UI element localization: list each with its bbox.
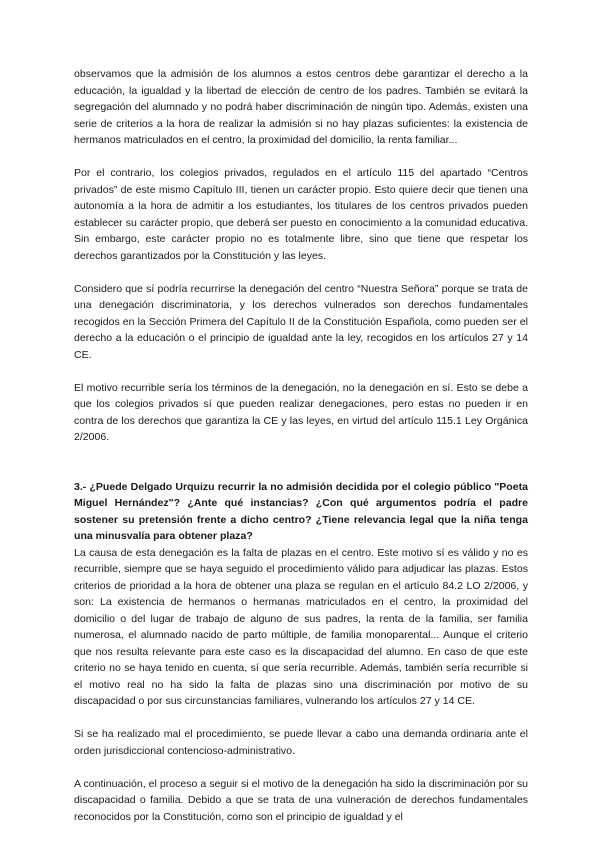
answer-paragraph-continuation: A continuación, el proceso a seguir si el motivo de la denegación ha sido la discriminación por su discapacidad o familia. Debido a que se trata de una vulneración de derechos fundamentales reconocidos por la Constitución, como son el principio de igualdad y el — [74, 777, 528, 823]
document-page — [74, 66, 528, 842]
answer-paragraph-procedure: Si se ha realizado mal el procedimiento, se puede llevar a cabo una demanda ordinaria ante el orden jurisdiccional contencioso-administrativo. — [74, 728, 528, 757]
paragraph-appeal-opinion: Considero que sí podría recurrirse la denegación del centro “Nuestra Señora” porque se trata de una denegación discriminatoria, y los derechos vulnerados son derechos fundamentales recogidos en la Sección Primera del Capítulo II de la Constitución Española, como pueden ser el derecho a la educación o el principio de igualdad ante la ley, recogidos en los artículos 27 y 14 CE. — [74, 282, 528, 361]
answer-paragraph-cause: La causa de esta denegación es la falta de plazas en el centro. Este motivo sí es válido y no es recurrible, siempre que se haya seguido el procedimiento válido para adjudicar las plazas. Estos criterios de prioridad a la hora de obtener una plaza se regulan en el artículo 84.2 LO 2/2006, y son: La existencia de hermanos o hermanas matriculados en el centro, la proximidad del domicilio o del lugar de trabajo de alguno de sus padres, la renta de la familia, ser familia numerosa, el alumnado nacido de parto múltiple, de familia monoparental... Aunque el criterio que nos resulta relevante para este caso es la discapacidad del alumno. En caso de que este criterio no se haya tenido en cuenta, sí que sería recurrible. Además, también sería recurrible si el motivo real no ha sido la falta de plazas sino una discriminación por motivo de su discapacidad o por sus circunstancias familiares, vulnerando los artículos 27 y 14 CE. — [74, 546, 528, 707]
paragraph-appeal-motive: El motivo recurrible sería los términos de la denegación, no la denegación en sí. Esto se debe a que los colegios privados sí que pueden realizar denegaciones, pero estas no pueden ir en contra de los derechos que garantiza la CE y las leyes, en virtud del artículo 115.1 Ley Orgánica 2/2006. — [74, 381, 528, 443]
paragraph-public-admission: observamos que la admisión de los alumnos a estos centros debe garantizar el derecho a la educación, la igualdad y la libertad de elección de centro de los padres. También se evitará la segregación del alumnado y no podrá haber discriminación de ningún tipo. Además, existen una serie de criterios a la hora de realizar la admisión si no hay plazas suficientes: la existencia de hermanos matriculados en el centro, la proximidad del domicilio, la renta familiar... — [74, 68, 528, 146]
paragraph-private-schools: Por el contrario, los colegios privados, regulados en el artículo 115 del apartado “Centros privados” de este mismo Capítulo III, tienen un carácter propio. Esto quiere decir que tienen una autonomía a la hora de admitir a los estudiantes, los titulares de los centros privados pueden establecer su carácter propio, que deberá ser puesto en conocimiento a la comunidad educativa. Sin embargo, este carácter propio no es totalmente libre, sino que tiene que respetar los derechos garantizados por la Constitución y las leyes. — [74, 167, 528, 262]
question-heading: 3.- ¿Puede Delgado Urquizu recurrir la no admisión decidida por el colegio público "Poeta Miguel Hernández"? ¿Ante qué instancias? ¿Con qué argumentos podría el padre sostener su pretensión frente a dicho centro? ¿Tiene relevancia legal que la niña tenga una minusvalía para obtener plaza? — [74, 480, 528, 542]
